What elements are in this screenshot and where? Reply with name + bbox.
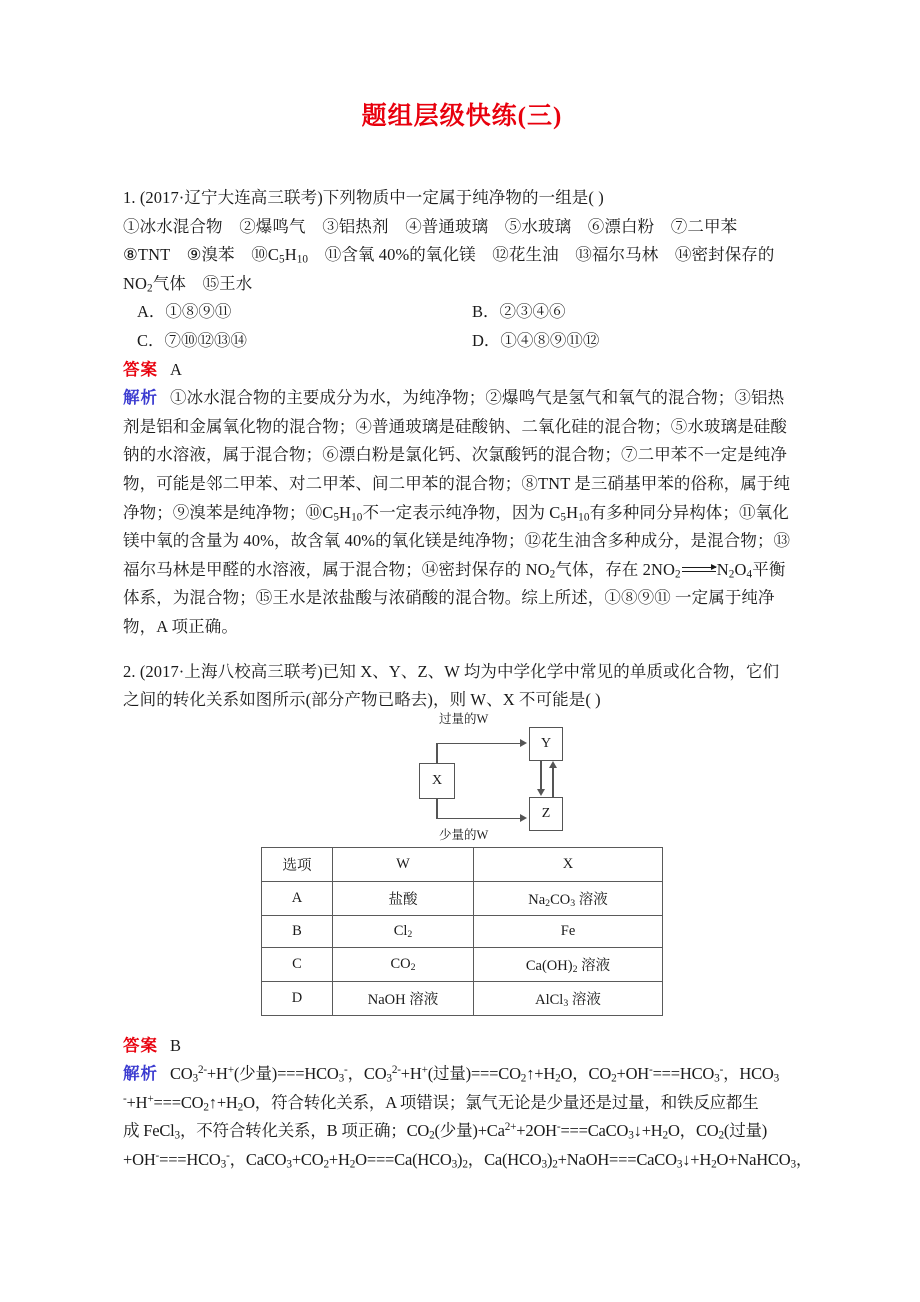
header-option: 选项 <box>262 847 333 881</box>
diagram-box-x: X <box>419 763 455 799</box>
table-row[interactable] <box>262 915 663 947</box>
question-1-source: (2017·辽宁大连高三联考) <box>139 188 323 207</box>
question-1-answer-label: 答案 <box>123 359 158 379</box>
row-b-option: B <box>262 915 333 947</box>
question-1-options-row-1 <box>123 298 801 327</box>
items-line3-part-a: NO <box>123 273 148 293</box>
question-2-answer-label: 答案 <box>123 1035 158 1055</box>
question-1-analysis-line-6: 镁中氧的含量为 40%，故含氧 40%的氧化镁是纯净物；⑫花生油含多种成分，是混合物；⑬ <box>123 531 791 551</box>
question-1-analysis-line-2: 剂是铝和金属氧化物的混合物；④普通玻璃是硅酸钠、二氧化硅的混合物；⑤水玻璃是硅酸 <box>123 416 787 436</box>
question-2-stem-line-2: 之间的转化关系如图所示(部分产物已略去)，则 W、X 不可能是( ) <box>123 690 601 710</box>
question-1-answer <box>123 356 801 385</box>
question-1-analysis-line-8: 体系，为混合物；⑮王水是浓盐酸与浓硝酸的混合物。综上所述，①⑧⑨⑪ 一定属于纯净 <box>123 588 775 608</box>
options-table <box>261 847 663 1016</box>
question-1-items-line-1: ①冰水混合物 ②爆鸣气 ③铝热剂 ④普通玻璃 ⑤水玻璃 ⑥漂白粉 ⑦二甲苯 <box>123 216 738 236</box>
diagram-line-bottom-horizontal <box>436 818 521 820</box>
question-1-analysis <box>123 384 801 641</box>
row-d-w: NaOH 溶液 <box>333 981 474 1015</box>
diagram-line-top-horizontal <box>436 743 521 745</box>
diagram-arrowhead-y-to-z <box>537 789 545 796</box>
question-1-analysis-line-1 <box>123 384 801 413</box>
diagram-box-z: Z <box>529 797 563 831</box>
items-line3-part-b: 气体 ⑮王水 <box>152 273 253 293</box>
question-2-analysis-line-3: 成 FeCl$_3$，不符合转化关系，B 项正确；$CO_2$(少量)$+Ca^{2+}+2OH^-===CaCO_3↓+H_2O$，$CO_2$(过量) <box>123 1121 768 1142</box>
question-1-stem-text: 下列物质中一定属于纯净物的一组是( ) <box>322 188 604 207</box>
question-1-analysis-line-4: 物，可能是邻二甲苯、对二甲苯、间二甲苯的混合物；⑧TNT 是三硝基甲苯的俗称，属于纯 <box>123 473 791 493</box>
question-1-answer-value: A <box>170 359 182 379</box>
question-2 <box>123 658 813 1175</box>
items-line2-part-a: ⑧TNT ⑨溴苯 ⑩C <box>123 245 279 265</box>
page-content <box>123 96 813 1175</box>
diagram-arrowhead-to-y <box>520 739 527 747</box>
diagram-label-excess-w: 过量的W <box>439 711 489 726</box>
diagram-line-x-up <box>436 744 438 764</box>
header-w: W <box>333 847 474 881</box>
diagram-line-y-to-z <box>540 761 542 790</box>
diagram-arrowhead-to-z <box>520 814 527 822</box>
question-1-option-b[interactable]: B．②③④⑥ <box>472 302 566 322</box>
question-1-analysis-line-3: 钠的水溶液，属于混合物；⑥漂白粉是氯化钙、次氯酸钙的混合物；⑦二甲苯不一定是纯净 <box>123 445 787 465</box>
diagram-arrowhead-z-to-y <box>549 761 557 768</box>
question-1-analysis-line-9: 物，A 项正确。 <box>123 616 238 636</box>
question-1-analysis-label: 解析 <box>123 388 158 408</box>
table-header-row <box>262 847 663 881</box>
question-2-analysis-line-2: $^-+H^+===CO_2↑+H_2O$，符合转化关系，A 项错误；氯气无论是少量还是过量，和铁反应都生 <box>123 1092 759 1114</box>
question-1-option-a[interactable]: A．①⑧⑨⑪ <box>137 302 232 322</box>
table-row[interactable] <box>262 881 663 915</box>
question-2-stem-line-1 <box>123 658 801 687</box>
question-2-analysis-line-4: $+OH^-===HCO_3^-$，$CaCO_3+CO_2+H_2O===Ca(HCO_3)_2$，$Ca(HCO_3)_2+NaOH===CaCO_3↓+H_2O+NaHCO_3$， <box>123 1149 813 1171</box>
row-a-x: $Na_2CO_3$ 溶液 <box>474 881 663 915</box>
question-1-analysis-line-7: 福尔马林是甲醛的水溶液，属于混合物；⑭密封保存的 $NO_2$气体，存在 $2NO_2$ $N_2O_4$平衡 <box>123 559 786 581</box>
row-c-x: $Ca(OH)_2$ 溶液 <box>474 947 663 981</box>
question-2-answer <box>123 1032 801 1061</box>
question-1-option-c[interactable]: C．⑦⑩⑫⑬⑭ <box>137 330 248 350</box>
question-2-analysis-line-1: 解析 $CO_3^{2-}+H^+$(少量)$===HCO_3^-$，$CO_3^{2-}+H^+$(过量)$===CO_2↑+H_2O$，$CO_2+OH^-===HCO_3^-$，$HCO_3$ <box>123 1064 780 1085</box>
table-row[interactable] <box>262 947 663 981</box>
diagram-line-z-to-y <box>552 768 554 797</box>
question-2-analysis-label: 解析 <box>123 1064 158 1084</box>
question-1-option-d[interactable]: D．①④⑧⑨⑪⑫ <box>472 330 600 350</box>
items-line2-part-b: H <box>284 245 297 265</box>
equilibrium-arrow-icon <box>682 565 716 577</box>
row-c-w: $CO_2$ <box>333 947 474 981</box>
question-2-source: (2017·上海八校高三联考) <box>139 661 323 681</box>
question-1 <box>123 184 801 642</box>
question-1-options-row-2 <box>123 327 801 356</box>
question-1-stem <box>123 184 801 213</box>
question-2-stem-text-1: 已知 X、Y、Z、W 均为中学化学中常见的单质或化合物，它们 <box>322 661 780 681</box>
diagram-box-y: Y <box>529 727 563 761</box>
options-table-wrap <box>123 847 801 1016</box>
diagram-line-x-down <box>436 799 438 819</box>
row-b-x: Fe <box>474 915 663 947</box>
row-b-w: $Cl_2$ <box>333 915 474 947</box>
question-2-number: 2. <box>123 661 136 681</box>
question-1-number: 1. <box>123 188 136 207</box>
reaction-diagram-wrap <box>123 711 801 843</box>
page-title: 题组层级快练(三) <box>361 103 563 130</box>
items-line2-part-c: ⑪含氧 40%的氧化镁 ⑫花生油 ⑬福尔马林 ⑭密封保存的 <box>308 245 775 265</box>
question-1-items-line-2: ⑧TNT ⑨溴苯 $⑩C_5H_{10}$ ⑪含氧 40%的氧化镁 ⑫花生油 ⑬福尔马林 ⑭密封保存的 <box>123 245 775 266</box>
row-a-w: 盐酸 <box>333 881 474 915</box>
row-a-option: A <box>262 881 333 915</box>
row-d-x: AlCl$_3$ 溶液 <box>474 981 663 1015</box>
question-2-analysis <box>123 1060 813 1174</box>
row-c-option: C <box>262 947 333 981</box>
question-1-items-line-3: $NO_2$气体 ⑮王水 <box>123 273 253 295</box>
header-x: X <box>474 847 663 881</box>
reaction-diagram <box>395 711 585 842</box>
analysis-1-text-1: ①冰水混合物的主要成分为水，为纯净物；②爆鸣气是氢气和氧气的混合物；③铝热 <box>170 388 785 408</box>
question-2-answer-value: B <box>170 1035 182 1055</box>
diagram-label-small-w: 少量的W <box>439 827 489 842</box>
row-d-option: D <box>262 981 333 1015</box>
question-1-analysis-line-5: 净物；⑨溴苯是纯净物；$⑩C_5H_{10}$不一定表示纯净物，因为 $C_5H_{10}$有多种同分异构体；⑪氧化 <box>123 502 789 523</box>
table-row[interactable] <box>262 981 663 1015</box>
